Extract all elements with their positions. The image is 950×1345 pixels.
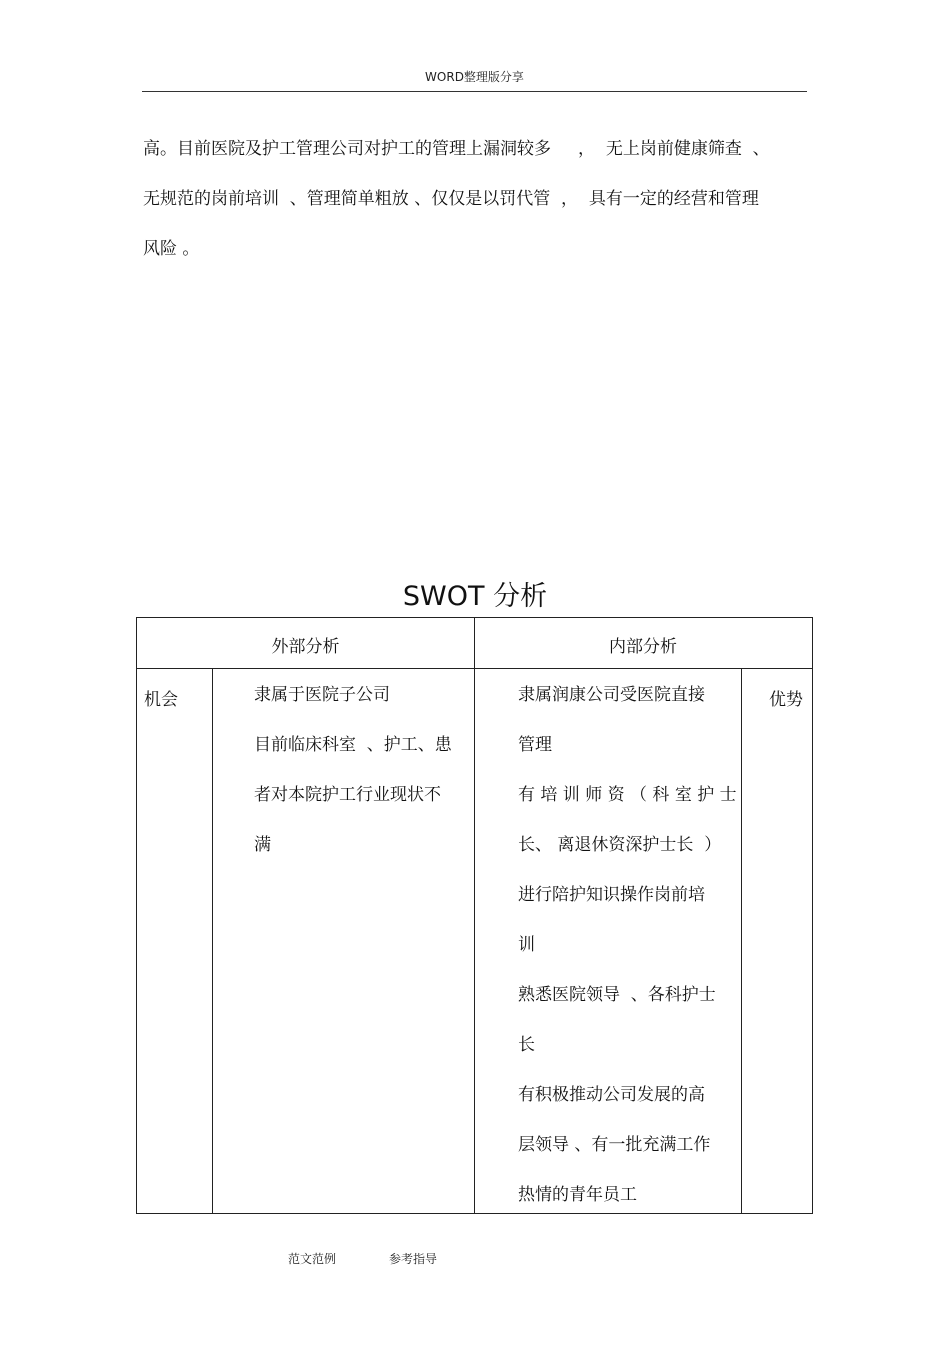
list-item: 者对本院护工行业现状不	[254, 785, 441, 805]
opportunity-label: 机会	[144, 690, 178, 710]
external-analysis-header: 外部分析	[271, 637, 340, 657]
column-divider-main	[474, 618, 475, 1213]
list-item: 熟悉医院领导 、各科护士	[518, 985, 716, 1005]
paragraph-line: 无规范的岗前培训 、管理简单粗放 、仅仅是以罚代管 ， 具有一定的经营和管理	[143, 189, 759, 209]
list-item: 管理	[518, 735, 552, 755]
advantage-list	[518, 685, 737, 1235]
list-item: 隶属润康公司受医院直接	[518, 685, 705, 705]
swot-title: SWOT 分析	[402, 581, 548, 612]
list-item: 层领导 、有一批充满工作	[518, 1135, 711, 1155]
footer-left: 范文范例	[288, 1252, 337, 1266]
list-item: 长	[518, 1035, 535, 1055]
opportunity-list	[254, 685, 452, 885]
header-rule	[142, 91, 807, 92]
paragraph-line: 风险 。	[143, 239, 200, 259]
footer-right: 参考指导	[389, 1252, 438, 1266]
advantage-label: 优势	[769, 690, 803, 710]
page-header: WORD整理版分享	[425, 70, 524, 84]
list-item: 有积极推动公司发展的高	[518, 1085, 705, 1105]
list-item: 训	[518, 935, 535, 955]
list-item: 满	[254, 835, 271, 855]
paragraph-line: 高。目前医院及护工管理公司对护工的管理上漏洞较多 ， 无上岗前健康筛查 、	[143, 139, 770, 159]
list-item: 隶属于医院子公司	[254, 685, 390, 705]
column-divider-label-left	[212, 668, 213, 1213]
list-item: 热情的青年员工	[518, 1185, 637, 1205]
swot-table	[136, 617, 813, 1214]
list-item: 有 培 训 师 资 （ 科 室 护 士	[518, 785, 737, 805]
list-item: 目前临床科室 、护工、患	[254, 735, 452, 755]
internal-analysis-header: 内部分析	[609, 637, 677, 657]
column-divider-label-right	[741, 668, 742, 1213]
list-item: 长、 离退休资深护士长 ）	[518, 835, 722, 855]
list-item: 进行陪护知识操作岗前培	[518, 885, 705, 905]
